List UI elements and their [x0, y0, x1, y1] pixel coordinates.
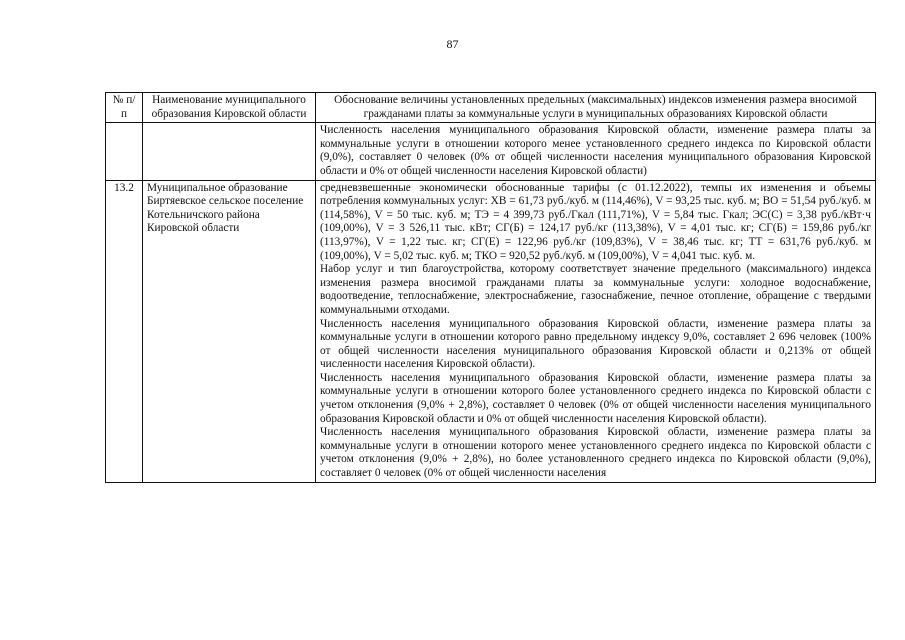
- page-number: 87: [446, 37, 459, 51]
- paragraph-equal-index: Численность населения муниципального образования Кировской области, изменение размера платы за коммунальные услуги в отношении которого равно предельному индексу 9,0%, составляет 2 696 человек (100% от общей численности населения муниципального образования Кировской области и 0,213% от общей численности населения Кировской области).: [320, 317, 871, 371]
- paragraph-tariffs: средневзвешенные экономически обоснованные тарифы (с 01.12.2022), темпы их изменения и объемы потребления коммунальных услуг: ХВ = 61,73 руб./куб. м (114,46%), V = 93,25 тыс. куб. м; ВО = 51,54 руб./куб. м (114,58%), V = 50 тыс. куб. м; ТЭ = 4 399,73 руб./Гкал (111,71%), V = 5,84 тыс. Гкал; ЭС(С) = 3,38 руб./кВт·ч (109,00%), V = 3 526,11 тыс. кВт; СГ(Б) = 124,17 руб./кг (113,38%), V = 4,01 тыс. кг; СГ(Б) = 159,86 руб./кг (113,97%), V = 1,22 тыс. кг; СГ(Е) = 122,96 руб./кг (109,83%), V = 38,46 тыс. кг; ТТ = 631,76 руб./куб. м (109,00%), V = 5,02 тыс. куб. м; ТКО = 920,52 руб./куб. м (109,00%), V = 4,041 тыс. куб. м.: [320, 181, 871, 262]
- paragraph-services: Набор услуг и тип благоустройства, которому соответствует значение предельного (максимального) индекса изменения размера вносимой гражданами платы за коммунальные услуги: холодное водоснабжение, водоотведение, теплоснабжение, электроснабжение, газоснабжение, печное отопление, обращение с твердыми коммунальными отходами.: [320, 263, 871, 316]
- paragraph-below-index: Численность населения муниципального образования Кировской области, изменение размера платы за коммунальные услуги в отношении которого менее установленного среднего индекса по Кировской области с учетом отклонения (9,0% + 2,8%), но более установленного среднего индекса по Кировской области (9,0%), составляет 0 человек (0% от общей численности населения: [320, 426, 871, 480]
- municipality-name: Муниципальное образование Биртяевское сельское поселение Котельничского района Кировской области: [143, 180, 316, 482]
- continuation-cell: [316, 123, 876, 180]
- continuation-paragraph: Численность населения муниципального образования Кировской области, изменение размера платы за коммунальные услуги в отношении которого менее установленного среднего индекса по Кировской области (9,0%), составляет 0 человек (0% от общей численности населения муниципального образования Кировской области и 0% от общей численности населения Кировской области): [320, 124, 871, 177]
- table-row: [106, 123, 876, 180]
- tariff-justification-table: [105, 92, 876, 483]
- header-municipality: Наименование муниципального образования Кировской области: [143, 93, 316, 123]
- table-header-row: [106, 93, 876, 123]
- paragraph-above-index: Численность населения муниципального образования Кировской области, изменение размера платы за коммунальные услуги в отношении которого более установленного среднего индекса по Кировской области с учетом отклонения (9,0% + 2,8%), составляет 0 человек (0% от общей численности населения муниципального образования Кировской области и 0% от общей численности населения Кировской области).: [320, 371, 871, 425]
- header-justification: Обоснование величины установленных предельных (максимальных) индексов изменения размера вносимой гражданами платы за коммунальные услуги в муниципальных образованиях Кировской области: [316, 93, 876, 123]
- page-bottom-margin: [0, 582, 905, 640]
- header-number: № п/п: [106, 93, 143, 123]
- row-number: 13.2: [106, 180, 143, 482]
- justification-cell: [316, 180, 876, 482]
- table-row: [106, 180, 876, 482]
